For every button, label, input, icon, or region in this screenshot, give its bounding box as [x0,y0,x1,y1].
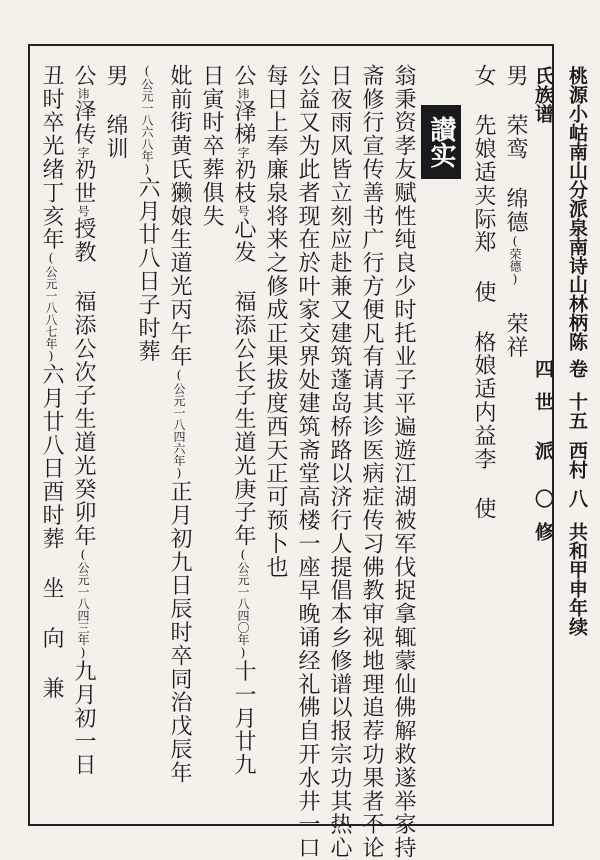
entry-text: 日寅时卒葬俱失 [199,64,224,228]
year-annotation: (公元一八八七年) [44,251,58,364]
text-column-11 [132,64,162,363]
text-column-9 [196,64,226,228]
entry-text: 心发 福添公长子生道光庚子年 [231,217,256,548]
section-badge: 讃实 [421,105,461,179]
entry-label: 公 [231,64,256,88]
entry-text: 九月初一日 [71,659,96,777]
edition-label: 共和甲申年续修 [532,522,588,637]
page-number: 八〇 [532,489,588,509]
text-column-2 [468,64,498,521]
text-column-13 [68,64,98,777]
daughters-names: 先娘适夹际郑 使 格娘适内益李 使 [471,87,496,521]
biography-line: 斋修行宣传善书广行方便凡有请其诊医病症传习佛教审视地理追荐功果者不论 [359,64,384,860]
entry-text: 六月廿八日子时葬 [135,176,160,364]
text-column-5 [324,64,354,860]
entry-text: 授教 福添公次子生道光癸卯年 [71,217,96,548]
entry-text: 丑时卒光绪丁亥年 [39,64,64,252]
text-column-4 [356,64,386,860]
year-annotation: (公元一八四六年) [172,368,186,481]
annotation: 号 [236,205,250,218]
entry-text: 正月初九日辰时卒同治戊辰年 [167,480,192,785]
text-column-8 [228,64,258,777]
annotation: 讳 [76,87,90,100]
sons-names-2: 荣祥 [503,285,528,360]
biography-line: 公益又为此者现在於叶家交界处建筑斋堂高楼一座早晚诵经礼佛自开水井一口 [295,64,320,860]
daughters-label: 女 [471,64,496,88]
year-annotation: (公元一八四〇年) [236,547,250,660]
year-annotation: (公元一八六八年) [140,64,154,176]
text-column-10 [164,64,194,784]
text-column-14 [36,64,66,700]
courtesy-name: 礽枝 [231,158,256,206]
genealogy-title: 桃源小岵南山分派泉南诗山林柄陈氏族谱 [532,66,588,351]
volume-label: 卷四 [532,359,588,379]
text-column-6 [292,64,322,860]
generation-label: 十五世 [532,391,588,430]
annotation: 号 [76,205,90,218]
courtesy-name: 礽世 [71,158,96,206]
sons-label: 男 [503,64,528,88]
biography-line: 每日上奉廉泉将来之修成正果拔度西天正可预卜也 [263,64,288,579]
text-column-3 [388,64,418,860]
text-column-12 [100,64,130,161]
text-column-7 [260,64,290,579]
annotation: 讳 [236,87,250,100]
sons-names: 荣鸾 绵德 [503,87,528,234]
biography-line: 翁秉资孝友赋性纯良少时托业子平遍遊江湖被军伐捉拿辄蒙仙佛解救遂举家持 [391,64,416,860]
entry-text: 十一月廿九 [231,659,256,777]
biography-line: 日夜雨风皆立刻应赴兼又建筑蓬岛桥路以济行人提倡本乡修谱以报宗功其热心 [327,64,352,860]
person-name: 泽传 [71,99,96,147]
annotation: (荣德) [508,233,522,286]
entry-text: 六月廿八日酉时葬 坐 向 兼 [39,363,64,700]
text-column-1 [500,64,530,359]
entry-label: 公 [71,64,96,88]
branch-label: 西村派 [532,440,588,479]
sons-entry: 男 绵训 [103,64,128,161]
annotation: 字 [236,146,250,159]
annotation: 字 [76,146,90,159]
year-annotation: (公元一八四三年) [76,547,90,660]
entry-text: 妣前街黄氏獭娘生道光丙午年 [167,64,192,369]
person-name: 泽梯 [231,99,256,147]
page-header [532,66,594,637]
